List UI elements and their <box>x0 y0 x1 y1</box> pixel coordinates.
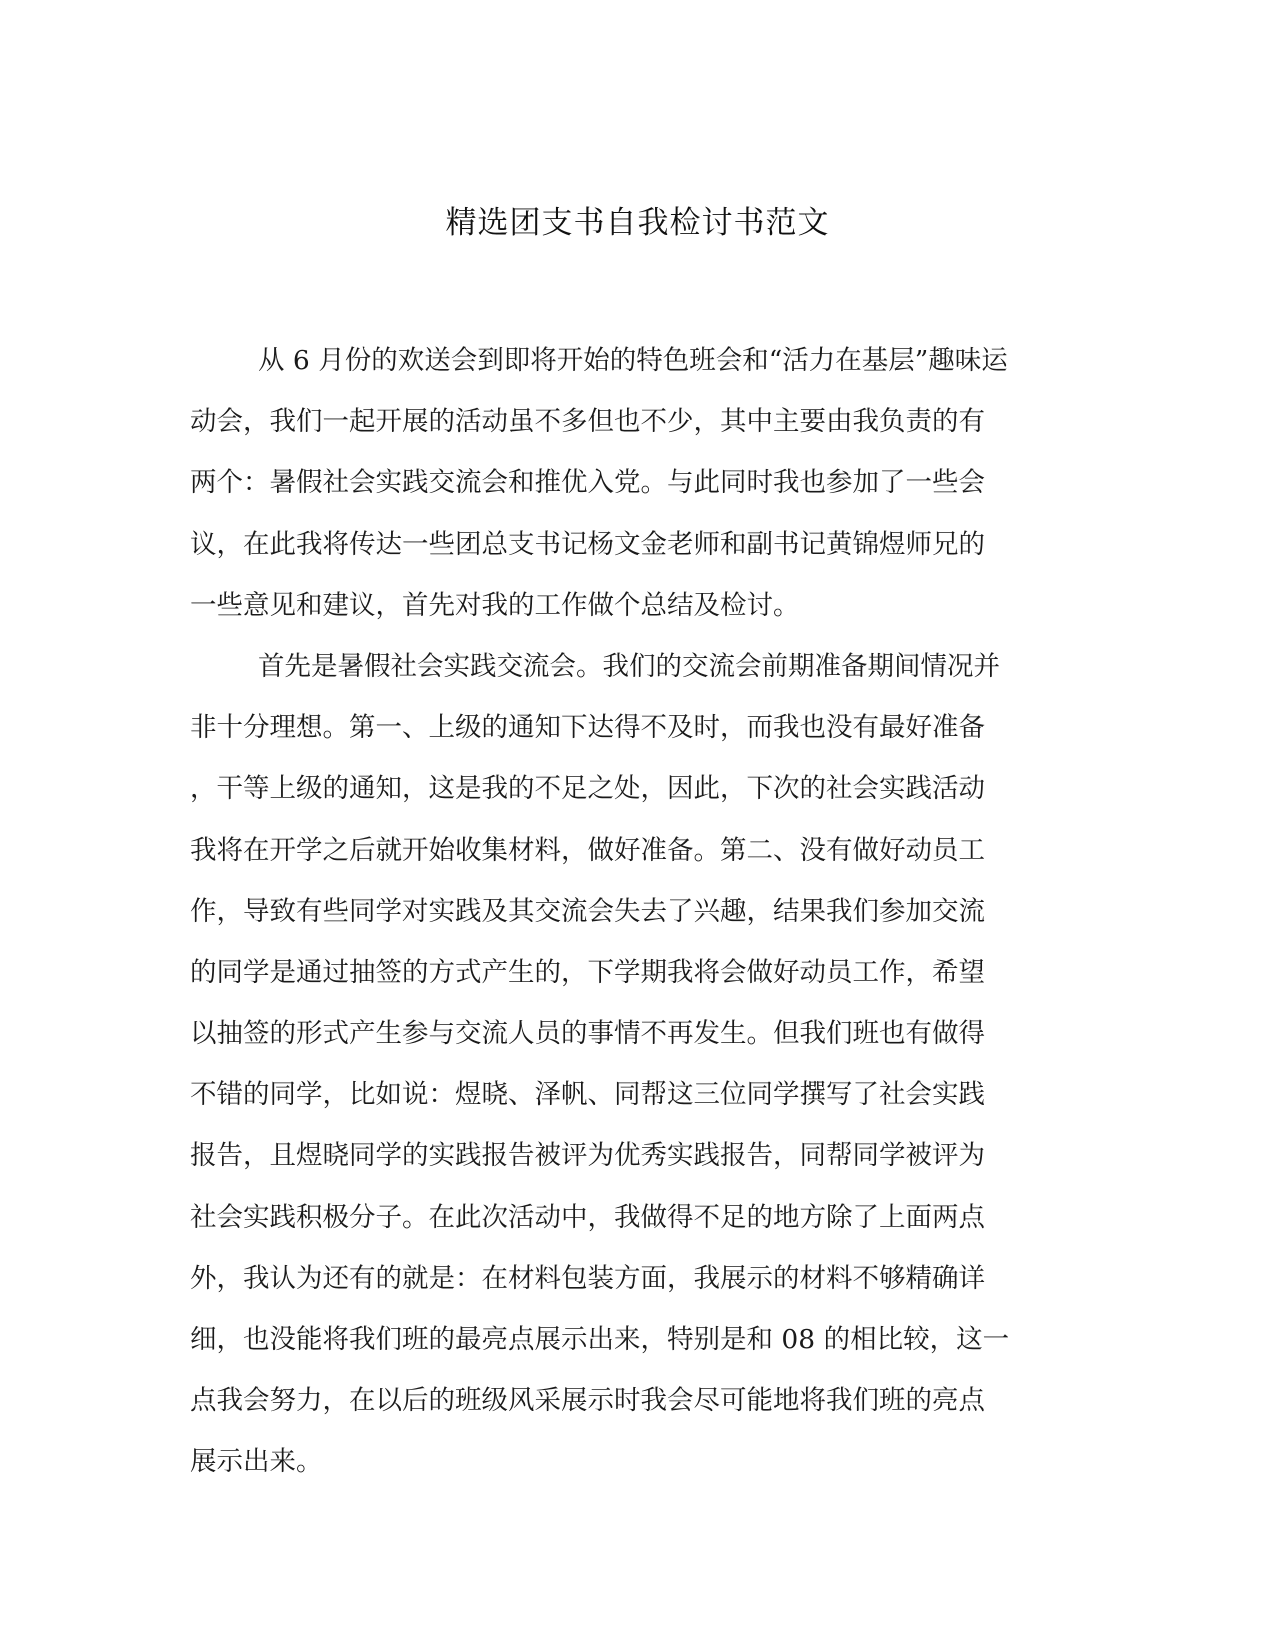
paragraph-line: ，干等上级的通知，这是我的不足之处，因此，下次的社会实践活动 <box>190 773 985 805</box>
paragraph-line: 展示出来。 <box>190 1446 323 1478</box>
paragraph-line: 社会实践积极分子。在此次活动中，我做得不足的地方除了上面两点 <box>190 1201 985 1233</box>
paragraph-line: 一些意见和建议，首先对我的工作做个总结及检讨。 <box>190 589 800 621</box>
paragraph-line: 外，我认为还有的就是：在材料包装方面，我展示的材料不够精确详 <box>190 1262 985 1294</box>
paragraph-line: 点我会努力，在以后的班级风采展示时我会尽可能地将我们班的亮点 <box>190 1385 985 1417</box>
paragraph-line: 以抽签的形式产生参与交流人员的事情不再发生。但我们班也有做得 <box>190 1018 985 1050</box>
document-body <box>190 330 1080 1493</box>
paragraph-line: 报告，且煜晓同学的实践报告被评为优秀实践报告，同帮同学被评为 <box>190 1140 985 1172</box>
paragraph-line: 非十分理想。第一、上级的通知下达得不及时，而我也没有最好准备 <box>190 712 985 744</box>
paragraph-line: 我将在开学之后就开始收集材料，做好准备。第二、没有做好动员工 <box>190 834 985 866</box>
paragraph-2 <box>190 636 1080 1493</box>
paragraph-line: 议，在此我将传达一些团总支书记杨文金老师和副书记黄锦煜师兄的 <box>190 528 985 560</box>
paragraph-line: 的同学是通过抽签的方式产生的，下学期我将会做好动员工作，希望 <box>190 956 985 988</box>
paragraph-line: 从 6 月份的欢送会到即将开始的特色班会和“活力在基层”趣味运 <box>258 345 1008 376</box>
paragraph-line: 两个：暑假社会实践交流会和推优入党。与此同时我也参加了一些会 <box>190 467 985 499</box>
paragraph-1 <box>190 330 1080 636</box>
paragraph-line: 不错的同学，比如说：煜晓、泽帆、同帮这三位同学撰写了社会实践 <box>190 1079 985 1111</box>
paragraph-line: 首先是暑假社会实践交流会。我们的交流会前期准备期间情况并 <box>258 650 1000 682</box>
paragraph-line: 细，也没能将我们班的最亮点展示出来，特别是和 08 的相比较，这一 <box>190 1324 1010 1355</box>
document-title: 精选团支书自我检讨书范文 <box>445 205 830 241</box>
paragraph-line: 动会，我们一起开展的活动虽不多但也不少，其中主要由我负责的有 <box>190 406 985 438</box>
paragraph-line: 作，导致有些同学对实践及其交流会失去了兴趣，结果我们参加交流 <box>190 895 985 927</box>
